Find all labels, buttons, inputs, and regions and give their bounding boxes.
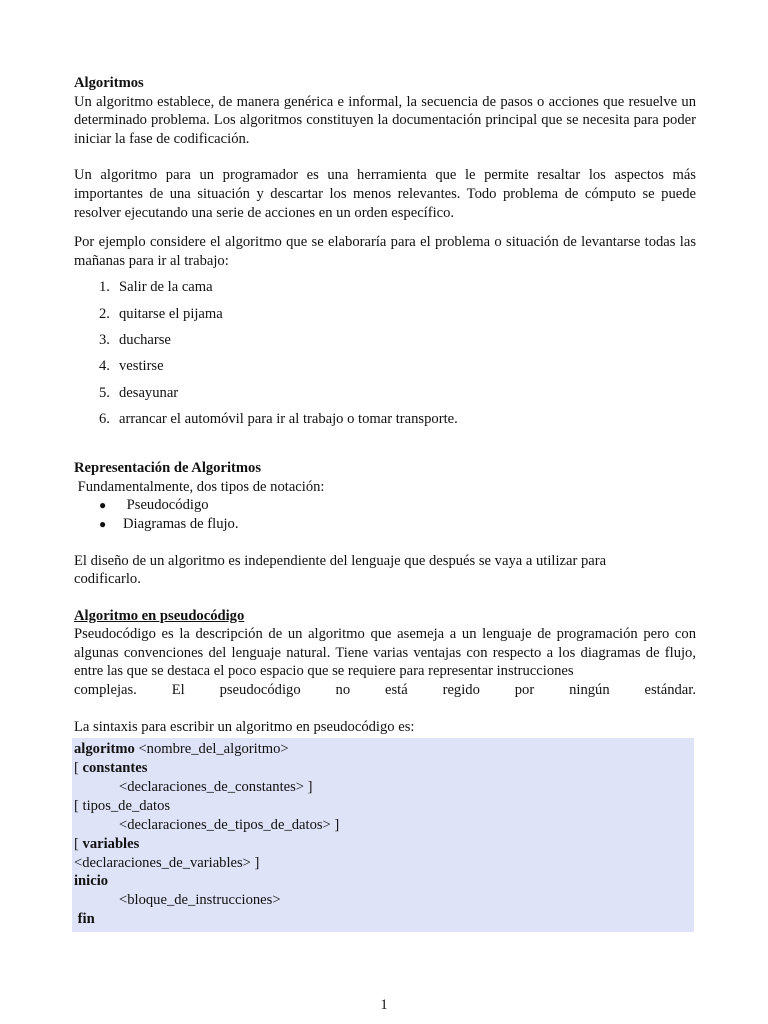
keyword-constantes: constantes (82, 760, 148, 777)
list-number: 1. (99, 279, 110, 296)
list-item (74, 331, 696, 357)
code-text: <nombre_del_algoritmo> (134, 741, 289, 758)
code-text: [ (74, 760, 83, 777)
paragraph-notacion: Fundamentalmente, dos tipos de notación: (74, 478, 325, 495)
page-number: 1 (380, 997, 388, 1013)
list-item (74, 357, 696, 383)
code-line: <declaraciones_de_variables> ] (74, 854, 260, 871)
bullet-item (74, 515, 696, 534)
code-line (74, 872, 692, 891)
keyword-inicio: inicio (74, 873, 109, 890)
bullet-text: Diagramas de flujo. (123, 515, 239, 532)
code-line (74, 740, 692, 759)
list-item (74, 410, 696, 436)
code-line (74, 910, 692, 929)
keyword-algoritmo: algoritmo (74, 741, 135, 758)
list-item (74, 384, 696, 410)
bullet-item (74, 496, 696, 515)
heading-pseudocodigo: Algoritmo en pseudocódigo (74, 607, 245, 624)
bullet-icon: ● (99, 516, 107, 531)
list-text: ducharse (119, 331, 171, 348)
paragraph-pseudocodigo-body: Pseudocódigo es la descripción de un algoritmo que asemeja a un lenguaje de programación pero con algunas convenciones del lenguaje natural. Tiene varias ventajas con respecto a los diagramas de flujo, entre las que se destaca el poco espacio que se requiere para representar instrucciones (74, 626, 696, 680)
heading-algoritmos: Algoritmos (74, 75, 144, 91)
bullet-text: Pseudocódigo (123, 497, 209, 514)
bullet-icon: ● (99, 498, 107, 513)
list-text: desayunar (119, 384, 179, 401)
paragraph-sintaxis: La sintaxis para escribir un algoritmo en pseudocódigo es: (74, 718, 415, 735)
list-number: 6. (99, 410, 110, 427)
keyword-variables: variables (82, 835, 140, 852)
list-number: 3. (99, 331, 110, 348)
pseudocode-block (72, 738, 694, 932)
list-number: 2. (99, 305, 110, 322)
paragraph-ejemplo: Por ejemplo considere el algoritmo que se elaboraría para el problema o situación de levantarse todas las mañanas para ir al trabajo: (74, 234, 696, 269)
paragraph-programador: Un algoritmo para un programador es una herramienta que le permite resaltar los aspectos más importantes de una situación y descartar los menos relevantes. Todo problema de cómputo se puede resolver ejecutando una serie de acciones en un orden específico. (74, 167, 696, 221)
code-line: <declaraciones_de_constantes> ] (119, 779, 313, 796)
code-line: <declaraciones_de_tipos_de_datos> ] (119, 816, 340, 833)
code-line (74, 759, 692, 778)
list-text: vestirse (119, 358, 164, 375)
code-line (74, 835, 692, 854)
paragraph-pseudocodigo (74, 625, 696, 681)
list-text: Salir de la cama (119, 279, 213, 296)
list-number: 4. (99, 358, 110, 375)
paragraph-pseudocodigo-last: complejas. El pseudocódigo no está regido por ningún estándar. (74, 682, 696, 699)
code-line: [ tipos_de_datos (74, 797, 171, 814)
list-text: quitarse el pijama (119, 305, 223, 322)
list-number: 5. (99, 384, 110, 401)
paragraph-definicion: Un algoritmo establece, de manera genérica e informal, la secuencia de pasos o acciones que resuelve un determinado problema. Los algoritmos constituyen la documentación principal que se necesita para poder iniciar la fase de codificación. (74, 93, 696, 147)
code-line: <bloque_de_instrucciones> (119, 892, 281, 909)
list-item (74, 278, 696, 304)
list-item (74, 305, 696, 331)
list-text: arrancar el automóvil para ir al trabajo o tomar transporte. (119, 410, 458, 427)
code-text: [ (74, 835, 83, 852)
document-page (74, 74, 696, 932)
paragraph-diseno: El diseño de un algoritmo es independiente del lenguaje que después se vaya a utilizar para codificarlo. (74, 552, 607, 588)
bullet-list (74, 496, 696, 533)
steps-list (74, 278, 696, 436)
keyword-fin: fin (74, 911, 95, 928)
heading-representacion: Representación de Algoritmos (74, 460, 261, 477)
